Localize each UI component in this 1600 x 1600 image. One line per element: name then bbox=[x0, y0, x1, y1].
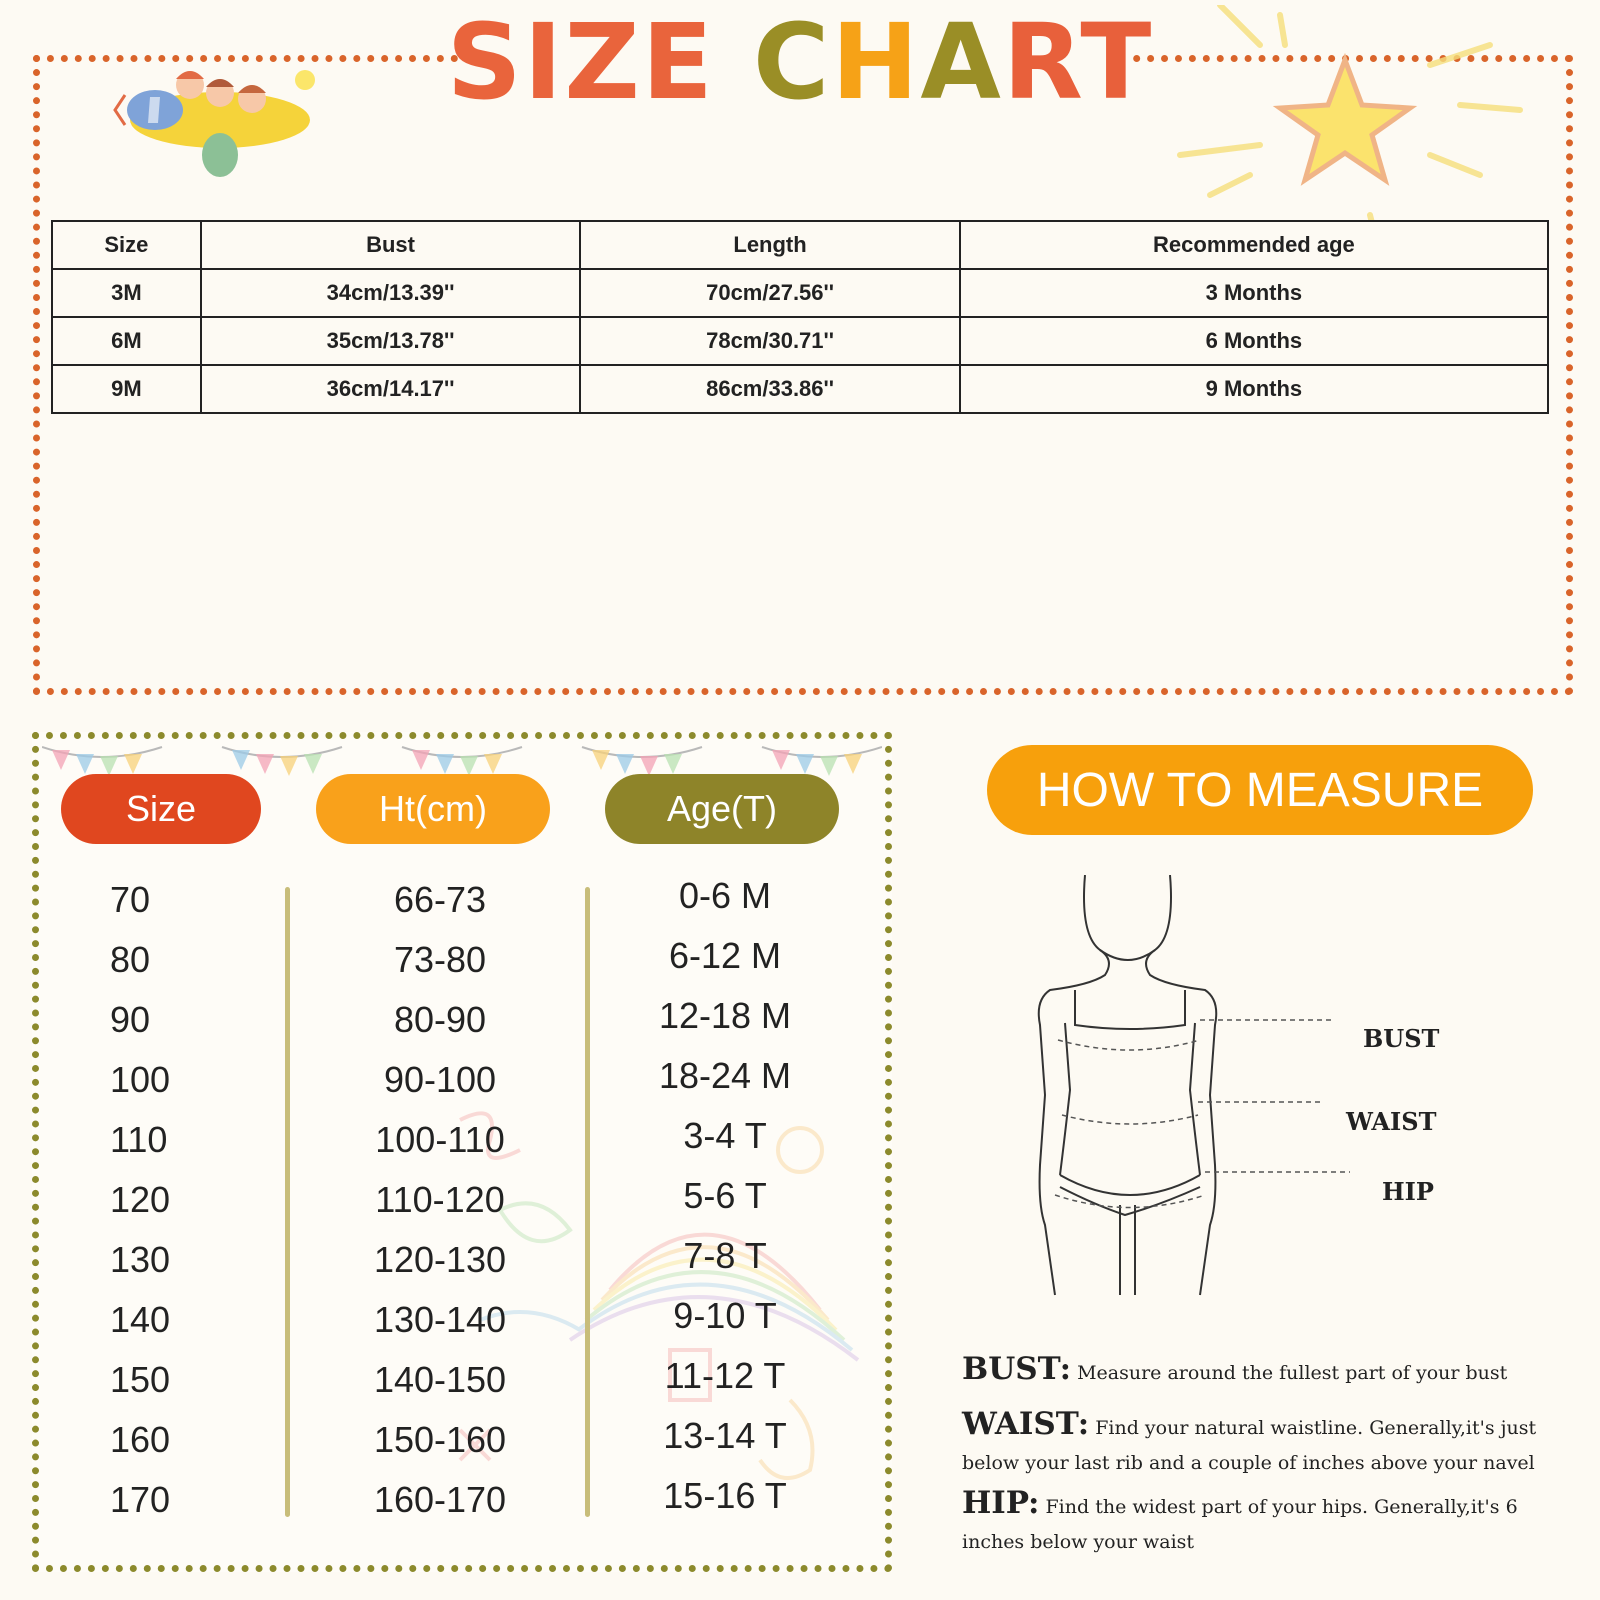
age-value: 0-6 M bbox=[678, 875, 772, 916]
title-letter: R bbox=[1002, 1, 1081, 123]
height-value: 90-100 bbox=[383, 1059, 497, 1100]
waist-term: WAIST: bbox=[962, 1406, 1090, 1442]
waist-label: WAIST bbox=[1346, 1107, 1437, 1136]
table-cell: 86cm/33.86'' bbox=[580, 365, 960, 413]
title-letter: H bbox=[831, 1, 921, 123]
age-value: 11-12 T bbox=[664, 1355, 786, 1396]
bust-description bbox=[962, 1352, 1562, 1391]
height-value: 160-170 bbox=[373, 1479, 507, 1520]
bust-text: Measure around the fullest part of your bust bbox=[1077, 1362, 1508, 1384]
body-outline-figure bbox=[1020, 875, 1380, 1325]
height-value: 110-120 bbox=[375, 1179, 505, 1220]
size-value: 100 bbox=[110, 1059, 171, 1100]
age-value: 3-4 T bbox=[683, 1115, 767, 1156]
table-row bbox=[52, 365, 1548, 413]
age-value: 13-14 T bbox=[663, 1415, 787, 1456]
table-cell: 9 Months bbox=[960, 365, 1548, 413]
size-value: 130 bbox=[110, 1239, 171, 1280]
table-cell: 6 Months bbox=[960, 317, 1548, 365]
size-value: 170 bbox=[110, 1479, 171, 1520]
waist-text: Find your natural waistline. Generally,it's just below your last rib and a couple of inches above your navel bbox=[962, 1417, 1537, 1474]
age-value: 6-12 M bbox=[668, 935, 782, 976]
column-divider bbox=[585, 887, 590, 1517]
age-value: 7-8 T bbox=[683, 1235, 767, 1276]
how-to-measure-banner bbox=[987, 745, 1533, 835]
bust-term: BUST: bbox=[962, 1351, 1072, 1387]
title-word-size: SIZE bbox=[446, 1, 715, 123]
age-header-pill bbox=[605, 774, 839, 844]
age-value: 15-16 T bbox=[663, 1475, 787, 1516]
column-header-length: Length bbox=[580, 221, 960, 269]
table-row bbox=[52, 269, 1548, 317]
hip-text: Find the widest part of your hips. Generally,it's 6 inches below your waist bbox=[962, 1496, 1518, 1553]
height-value: 120-130 bbox=[373, 1239, 507, 1280]
bust-label: BUST bbox=[1363, 1024, 1440, 1053]
size-value: 110 bbox=[110, 1119, 168, 1160]
age-value: 18-24 M bbox=[658, 1055, 792, 1096]
size-value: 150 bbox=[110, 1359, 171, 1400]
size-header-label: Size bbox=[125, 788, 197, 829]
hip-term: HIP: bbox=[962, 1485, 1040, 1521]
height-header-label: Ht(cm) bbox=[379, 788, 487, 829]
size-header-pill bbox=[61, 774, 261, 844]
table-cell: 3M bbox=[52, 269, 201, 317]
height-value: 100-110 bbox=[375, 1119, 505, 1160]
title-letter: A bbox=[920, 1, 1003, 123]
hip-label: HIP bbox=[1382, 1177, 1434, 1206]
table-cell: 78cm/30.71'' bbox=[580, 317, 960, 365]
table-cell: 3 Months bbox=[960, 269, 1548, 317]
height-value: 140-150 bbox=[373, 1359, 507, 1400]
title-letter: C bbox=[753, 1, 832, 123]
table-cell: 35cm/13.78'' bbox=[201, 317, 581, 365]
height-value: 80-90 bbox=[393, 999, 487, 1040]
age-value: 9-10 T bbox=[673, 1295, 777, 1336]
hip-description bbox=[962, 1486, 1562, 1560]
waist-description bbox=[962, 1407, 1562, 1481]
table-cell: 6M bbox=[52, 317, 201, 365]
height-value: 66-73 bbox=[393, 879, 487, 920]
table-cell: 9M bbox=[52, 365, 201, 413]
age-value: 5-6 T bbox=[683, 1175, 767, 1216]
table-row bbox=[52, 317, 1548, 365]
size-value: 80 bbox=[110, 939, 151, 980]
size-value: 120 bbox=[110, 1179, 171, 1220]
height-header-pill bbox=[316, 774, 550, 844]
size-value: 160 bbox=[110, 1419, 171, 1460]
table-cell: 36cm/14.17'' bbox=[201, 365, 581, 413]
size-column bbox=[110, 870, 190, 1530]
height-value: 73-80 bbox=[393, 939, 487, 980]
table-cell: 70cm/27.56'' bbox=[580, 269, 960, 317]
how-to-measure-title: HOW TO MEASURE bbox=[1036, 763, 1484, 817]
star-icon bbox=[1170, 5, 1530, 255]
column-divider bbox=[285, 887, 290, 1517]
column-header-bust: Bust bbox=[201, 221, 581, 269]
column-header-size: Size bbox=[52, 221, 201, 269]
size-value: 70 bbox=[110, 879, 151, 920]
height-value: 130-140 bbox=[373, 1299, 507, 1340]
column-header-age: Recommended age bbox=[960, 221, 1548, 269]
title-letter: T bbox=[1080, 1, 1154, 123]
age-value: 12-18 M bbox=[658, 995, 792, 1036]
table-cell: 34cm/13.39'' bbox=[201, 269, 581, 317]
table-header-row bbox=[52, 221, 1548, 269]
age-header-label: Age(T) bbox=[666, 788, 778, 829]
size-value: 140 bbox=[110, 1299, 171, 1340]
age-column bbox=[625, 866, 825, 1526]
size-table bbox=[51, 220, 1549, 414]
height-value: 150-160 bbox=[373, 1419, 507, 1460]
height-column bbox=[340, 870, 540, 1530]
size-value: 90 bbox=[110, 999, 151, 1040]
